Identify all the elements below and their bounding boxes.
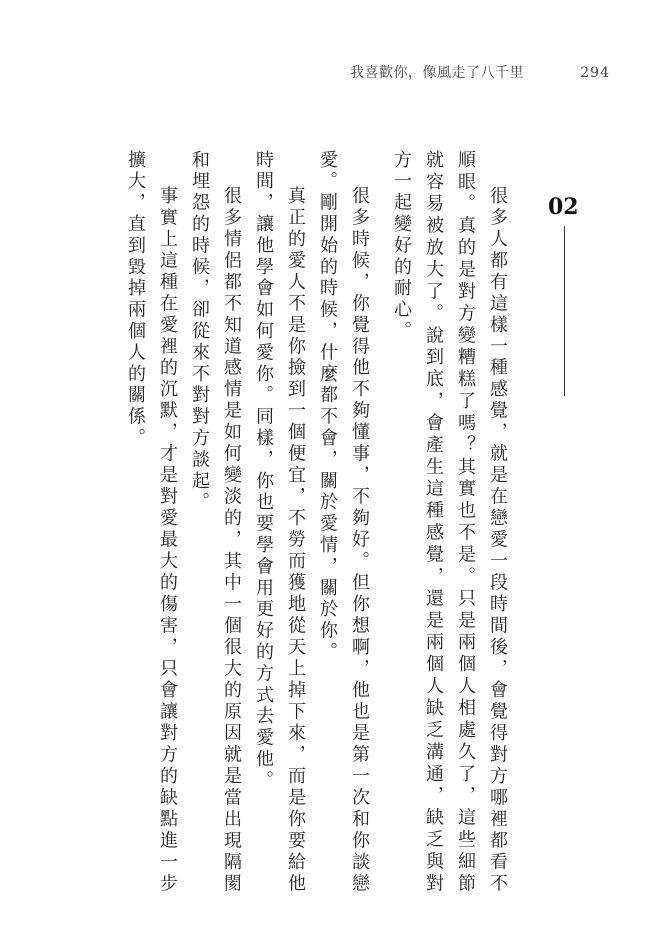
paragraph-2: 很多時候，你覺得他不夠懂事，不夠好。但你想啊，他也是第一次和你談戀愛。剛開始的時候，什麼都不會，關於愛情，關於你。 <box>317 150 370 895</box>
chapter-marker <box>548 196 596 218</box>
paragraph-3: 真正的愛人不是你撿到一個便宜，不勞而獲地從天上掉下來，而是你要給他時間，讓他學會如何愛你。同樣，你也要學會用更好的方式去愛他。 <box>253 150 306 895</box>
running-header <box>350 62 610 82</box>
page-number: 294 <box>580 65 610 81</box>
paragraph-5: 事實上這種在愛裡的沉默，才是對愛最大的傷害，只會讓對方的缺點進一步擴大，直到毀掉兩個人的關係。 <box>125 150 178 895</box>
chapter-rule <box>564 226 565 396</box>
book-title: 我喜歡你，像風走了八千里 <box>350 65 524 81</box>
chapter-number: 02 <box>548 194 579 220</box>
body-text <box>119 150 513 895</box>
paragraph-1: 很多人都有這樣一種感覺，就是在戀愛一段時間後，會覺得對方哪裡都看不順眼。真的是對方變糟糕了嗎？其實也不是。只是兩個人相處久了，這些細節就容易被放大了。說到底，會產生這種感覺，還是兩個人缺乏溝通，缺乏與對方一起變好的耐心。 <box>391 150 508 895</box>
paragraph-4: 很多情侶都不知道感情是如何變淡的，其中一個很大的原因就是當出現隔閡和埋怨的時候，卻從來不對對方談起。 <box>189 150 242 895</box>
